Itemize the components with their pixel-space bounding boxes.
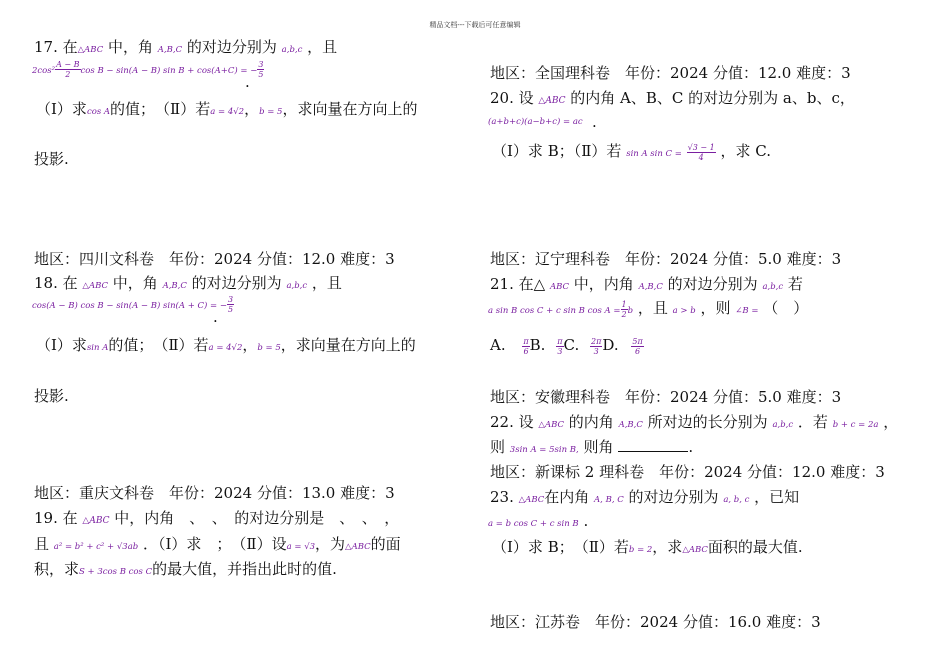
math: cos B − sin(A − B) sin B + cos(A+C) = −	[80, 66, 258, 76]
fraction	[522, 337, 529, 356]
text: ，求向量在方向上的	[282, 100, 418, 118]
math: △ABC	[345, 542, 371, 552]
q23-line2	[488, 512, 588, 533]
q20-line1	[490, 89, 855, 110]
text: ，求向量在方向上的	[280, 336, 416, 354]
q22-line1	[490, 413, 898, 434]
q19-line1	[34, 509, 399, 530]
text: 在内角	[544, 488, 590, 506]
text: 的值； （Ⅱ）若	[108, 336, 209, 354]
text: ，且	[637, 299, 668, 317]
fraction	[687, 143, 716, 162]
math: b = 5	[257, 343, 281, 353]
fraction-numerator: A − B	[56, 59, 80, 69]
option-b: B.	[529, 336, 546, 354]
fraction-numerator: 3	[258, 59, 264, 69]
q23-line3	[492, 538, 803, 559]
q19-line2	[34, 535, 401, 556]
answer-blank[interactable]	[618, 439, 688, 452]
text: ，求	[652, 538, 683, 556]
text: ，则	[700, 299, 731, 317]
text: 的内角 A、B、C 的对边分别为 a、b、c，	[570, 89, 855, 107]
math: a = √3	[286, 542, 316, 552]
math: 3sin A = 5sin B,	[509, 445, 579, 455]
option-c: C.	[563, 336, 580, 354]
q17-line3	[36, 100, 417, 121]
q18-line4: 投影.	[34, 387, 69, 405]
math: (a+b+c)(a−b+c) = ac	[488, 117, 583, 127]
text: ．（Ⅰ）求 ； （Ⅱ）设	[142, 535, 287, 553]
math: 2cos²	[32, 66, 56, 76]
math: △ABC	[538, 420, 564, 430]
q18-formula	[32, 292, 234, 317]
math: a,b,c	[772, 420, 794, 430]
text: 的对边分别为	[186, 38, 277, 56]
math: △ABC	[82, 516, 110, 526]
fraction-denominator: 3	[557, 346, 563, 356]
math: cos(A − B) cos B − sin(A − B) sin(A + C) = −	[32, 301, 228, 311]
q20-formula	[488, 110, 583, 131]
fraction-denominator: 5	[258, 69, 264, 79]
text: （Ⅰ）求	[36, 336, 87, 354]
math: ABC	[549, 282, 569, 292]
text: 的最大值，并指出此时的值.	[152, 560, 337, 578]
text: .	[688, 438, 694, 456]
q21-meta: 地区：安徽理科卷 年份：2024 分值：5.0 难度：3	[490, 388, 842, 406]
math: cos A	[86, 107, 111, 117]
math: S + 3cos B cos C	[79, 567, 153, 577]
text: （ ）	[763, 299, 809, 317]
math: a,b,c	[762, 282, 784, 292]
text: 的面	[370, 535, 401, 553]
text: 则角	[583, 438, 614, 456]
math: A,B,C	[638, 282, 663, 292]
fraction-denominator: 4	[698, 152, 704, 162]
option-d: D.	[602, 336, 619, 354]
fraction-numerator: π	[523, 336, 529, 346]
math: A,B,C	[162, 281, 187, 291]
q18-formula-end: .	[213, 308, 218, 326]
text: 的对边分别为	[667, 275, 758, 293]
fraction	[631, 337, 643, 356]
q21-number: 21. 在△	[490, 275, 546, 293]
math: b + c = 2a	[832, 420, 879, 430]
fraction	[590, 337, 602, 356]
fraction-numerator: 3	[228, 294, 234, 304]
math: b = 5	[259, 107, 283, 117]
q21-line2	[488, 296, 808, 323]
text: ，为	[315, 535, 346, 553]
text: 若	[787, 275, 803, 293]
math: a = 4√2	[210, 107, 245, 117]
text: （Ⅰ）求	[36, 100, 87, 118]
math-triangle: △ABC	[77, 45, 104, 55]
q18-number: 18. 在	[34, 274, 78, 292]
math: △ABC	[82, 281, 108, 291]
math: a² = b² + c² + √3ab	[53, 542, 139, 552]
fraction-denominator: 2	[65, 69, 71, 79]
q17-line1	[34, 38, 337, 59]
q20-line3	[492, 140, 771, 165]
text: ，	[242, 336, 258, 354]
q22-meta: 地区：新课标 2 理科卷 年份：2024 分值：12.0 难度：3	[490, 463, 885, 481]
text: 所对边的长分别为	[647, 413, 768, 431]
text: 中，内角	[573, 275, 634, 293]
fraction-numerator: 2π	[591, 336, 602, 346]
fraction-numerator: 5π	[632, 336, 643, 346]
q18-line3	[36, 336, 416, 357]
page-header: 精品文档---下载后可任意编辑	[429, 21, 521, 29]
math: a, b, c	[723, 495, 750, 505]
q20-meta-top: 地区：全国理科卷 年份：2024 分值：12.0 难度：3	[490, 64, 851, 82]
text: ，且	[307, 38, 338, 56]
fraction	[621, 300, 628, 319]
math: △ABC	[538, 96, 566, 106]
q19-number: 19. 在	[34, 509, 78, 527]
text: 面积的最大值.	[707, 538, 803, 556]
math: b	[627, 306, 634, 316]
q17-number: 17. 在	[34, 38, 78, 56]
math: A, B, C	[594, 495, 624, 505]
text: 的值； （Ⅱ）若	[110, 100, 211, 118]
text: 的对边分别为	[191, 274, 282, 292]
math-angles: A,B,C	[157, 45, 183, 55]
text: ，已知	[754, 488, 800, 506]
text: ，	[883, 413, 899, 431]
math: a,b,c	[286, 281, 308, 291]
fraction-denominator: 5	[228, 304, 234, 314]
text: 则	[490, 438, 506, 456]
text: （Ⅰ）求 B； （Ⅱ）若	[492, 538, 629, 556]
math: △ABC	[682, 545, 708, 555]
math: sin A sin C =	[626, 149, 682, 159]
math-sides: a,b,c	[281, 45, 303, 55]
fraction	[257, 60, 264, 79]
text: .	[583, 512, 589, 530]
q22-line2	[490, 438, 693, 459]
q17-meta: 地区：四川文科卷 年份：2024 分值：12.0 难度：3	[34, 250, 395, 268]
math: a = 4√2	[208, 343, 243, 353]
fraction-numerator: π	[557, 336, 563, 346]
q23-line1	[490, 488, 799, 509]
math: sin A	[86, 343, 109, 353]
q17-formula-end: .	[245, 73, 250, 91]
math: A,B,C	[618, 420, 643, 430]
fraction-numerator: 1	[621, 299, 627, 309]
math: a = b cos C + c sin B	[488, 519, 579, 529]
option-a: A.	[490, 336, 506, 354]
q23-number: 23.	[490, 488, 514, 506]
math: a > b	[672, 306, 696, 316]
q17-line4: 投影.	[34, 150, 69, 168]
fraction-denominator: 6	[523, 346, 529, 356]
q23-meta: 地区：江苏卷 年份：2024 分值：16.0 难度：3	[490, 613, 821, 631]
text: 中，角	[112, 274, 158, 292]
fraction-denominator: 6	[635, 346, 641, 356]
text: 的内角	[568, 413, 614, 431]
q21-line1	[490, 275, 803, 296]
text: ，求 C.	[720, 142, 772, 160]
q17-formula	[32, 57, 264, 82]
text: 中，内角 、 、 的对边分别是 、 、 ，	[114, 509, 400, 527]
text: ，且	[311, 274, 342, 292]
fraction-numerator: √3 − 1	[687, 142, 715, 152]
q22-number: 22. 设	[490, 413, 534, 431]
fraction-denominator: 2	[621, 309, 627, 319]
text: ．若	[797, 413, 828, 431]
text: （Ⅰ）求 B；（Ⅱ）若	[492, 142, 622, 160]
math: ∠B =	[735, 306, 759, 316]
text: 的对边分别为	[628, 488, 719, 506]
fraction-denominator: 3	[593, 346, 599, 356]
math: a sin B cos C + c sin B cos A =	[488, 306, 621, 316]
text: 积，求	[34, 560, 80, 578]
text: 且	[34, 535, 50, 553]
fraction	[227, 295, 234, 314]
math: △ABC	[518, 495, 545, 505]
q19-line3	[34, 560, 337, 581]
fraction	[55, 60, 80, 79]
q20-number: 20. 设	[490, 89, 534, 107]
q20-meta: 地区：辽宁理科卷 年份：2024 分值：5.0 难度：3	[490, 250, 842, 268]
q21-options	[490, 332, 644, 358]
q18-meta: 地区：重庆文科卷 年份：2024 分值：13.0 难度：3	[34, 484, 395, 502]
math: b = 2	[628, 545, 653, 555]
text: ，	[244, 100, 260, 118]
fraction	[556, 337, 563, 356]
text: 中，角	[108, 38, 154, 56]
q20-formula-end: .	[592, 113, 597, 131]
